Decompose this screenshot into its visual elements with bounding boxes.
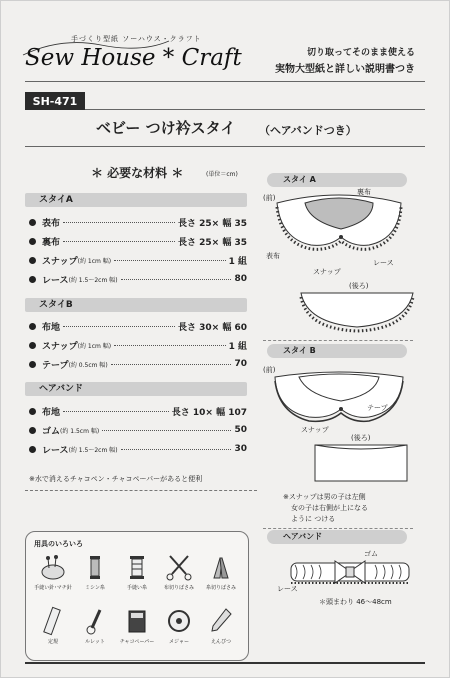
snips-icon <box>206 552 236 582</box>
group-label-bib-b: スタイB <box>25 298 247 312</box>
scissors-icon <box>164 552 194 582</box>
material-row <box>29 319 247 333</box>
measuring-tape-icon <box>164 606 194 636</box>
tool-label: ミシン糸 <box>85 585 105 591</box>
material-row <box>29 442 247 456</box>
header-tagline-bold: 実物大型紙と詳しい説明書つき <box>275 64 415 75</box>
bullet-icon <box>29 342 36 349</box>
tool-label: 定規 <box>47 639 58 645</box>
material-qty: 1 組 <box>228 341 247 352</box>
divider <box>25 662 425 664</box>
front-label: (前) <box>263 366 276 374</box>
bullet-icon <box>29 219 36 226</box>
bullet-icon <box>29 446 36 453</box>
material-name: 布地 <box>42 407 61 418</box>
material-note: (約 1cm 幅) <box>77 342 112 350</box>
bib-b-front-diagram <box>269 367 409 431</box>
diagram-label-bib-b: スタイ B <box>267 344 407 358</box>
divider <box>25 81 425 82</box>
bib-a-back-diagram <box>297 289 417 335</box>
material-qty: 長さ 25× 幅 35 <box>178 237 247 248</box>
product-title: ベビー つけ衿スタイ <box>96 119 236 137</box>
material-qty: 30 <box>234 444 247 454</box>
divider <box>85 109 425 110</box>
snap-label: スナップ <box>301 426 329 434</box>
tool-fabric-scissors <box>156 552 202 591</box>
ruler-icon <box>38 606 68 636</box>
tool-measuring-tape <box>156 606 202 645</box>
material-note: (約 1.5cm 幅) <box>60 427 100 435</box>
brand-logo: Sew House * Craft <box>25 45 242 71</box>
diagram-label-bib-a: スタイ A <box>267 173 407 187</box>
material-row <box>29 215 247 229</box>
material-name: 裏布 <box>42 237 61 248</box>
tool-label: ルレット <box>85 639 105 645</box>
material-row <box>29 253 247 267</box>
material-row <box>29 357 247 371</box>
material-qty: 80 <box>234 274 247 284</box>
material-name: ゴム <box>42 426 61 437</box>
materials-footnote: ※水で消えるチャコペン・チャコペーパーがあると便利 <box>29 475 203 483</box>
material-qty: 長さ 10× 幅 107 <box>171 407 247 418</box>
pincushion-icon <box>38 552 68 582</box>
bullet-icon <box>29 408 36 415</box>
material-row <box>29 423 247 437</box>
snap-label: スナップ <box>313 268 341 276</box>
tool-hand-thread <box>114 552 160 591</box>
material-name: スナップ <box>42 256 78 267</box>
material-note: (約 0.5cm 幅) <box>68 361 108 369</box>
material-row <box>29 338 247 352</box>
tool-label: 手縫い針･マチ針 <box>34 585 72 591</box>
tools-title: 用具のいろいろ <box>34 540 83 548</box>
tool-label: えんぴつ <box>210 639 231 645</box>
material-name: スナップ <box>42 341 78 352</box>
hairband-diagram <box>285 553 415 593</box>
tool-needle-pin <box>30 552 76 591</box>
tool-label: メジャー <box>169 639 189 645</box>
bullet-icon <box>29 361 36 368</box>
material-qty: 50 <box>234 425 247 435</box>
lace-label: レース <box>277 585 298 593</box>
material-row <box>29 404 247 418</box>
tape-label: テープ <box>367 404 388 412</box>
front-label: (前) <box>263 194 276 202</box>
material-row <box>29 272 247 286</box>
elastic-label: ゴム <box>364 550 378 558</box>
snap-note: ※スナップは男の子は左側 <box>283 493 366 501</box>
material-name: テープ <box>42 360 69 371</box>
tool-chalk-paper <box>114 606 160 645</box>
back-label: (後ろ) <box>351 434 371 442</box>
lace-label: レース <box>373 259 394 267</box>
materials-title: ＊ 必要な材料 ＊ <box>91 166 184 180</box>
chalk-paper-icon <box>122 606 152 636</box>
outer-fabric-label: 表布 <box>266 252 280 260</box>
group-label-hairband: ヘアバンド <box>25 382 247 396</box>
tracing-wheel-icon <box>80 606 110 636</box>
spool-icon <box>80 552 110 582</box>
bullet-icon <box>29 427 36 434</box>
divider <box>263 340 413 341</box>
snap-note: ように つける <box>291 515 336 523</box>
tool-ruler <box>30 606 76 645</box>
bullet-icon <box>29 238 36 245</box>
material-name: レース <box>42 445 69 456</box>
size-note: ＊頭まわり 46〜48cm <box>319 598 392 606</box>
product-code-badge: SH-471 <box>25 92 85 110</box>
bullet-icon <box>29 276 36 283</box>
pencil-icon <box>206 606 236 636</box>
material-note: (約 1cm 幅) <box>77 257 112 265</box>
material-note: (約 1.5〜2cm 幅) <box>68 446 118 454</box>
tool-tracing-wheel <box>72 606 118 645</box>
brand-subtitle: 手づくり型紙 ソーハウス・クラフト <box>71 35 202 43</box>
header-tagline: 切り取ってそのまま使える <box>306 48 415 58</box>
spool-icon <box>122 552 152 582</box>
product-subtitle: （ヘアバンドつき） <box>259 124 357 137</box>
tool-pencil <box>198 606 244 645</box>
material-qty: 長さ 25× 幅 35 <box>178 218 247 229</box>
tool-label: 手縫い糸 <box>126 585 147 591</box>
divider <box>25 490 257 491</box>
tool-thread-snips <box>198 552 244 591</box>
material-qty: 長さ 30× 幅 60 <box>178 322 247 333</box>
tool-label: 糸切りばさみ <box>205 585 236 591</box>
bib-b-back-diagram <box>311 441 411 485</box>
material-name: レース <box>42 275 69 286</box>
tool-machine-thread <box>72 552 118 591</box>
diagram-label-hairband: ヘアバンド <box>267 530 407 544</box>
material-qty: 70 <box>234 359 247 369</box>
group-label-bib-a: スタイA <box>25 193 247 207</box>
material-name: 布地 <box>42 322 61 333</box>
back-label: (後ろ) <box>349 282 369 290</box>
bullet-icon <box>29 323 36 330</box>
material-row <box>29 234 247 248</box>
divider <box>263 528 413 529</box>
tools-panel <box>25 531 249 661</box>
divider <box>25 146 425 147</box>
lining-label: 裏布 <box>357 188 371 196</box>
material-name: 表布 <box>42 218 61 229</box>
material-note: (約 1.5〜2cm 幅) <box>68 276 118 284</box>
materials-unit: (単位＝cm) <box>206 171 238 178</box>
tool-label: 布切りばさみ <box>163 585 194 591</box>
tool-label: チャコペーパー <box>119 639 155 645</box>
bullet-icon <box>29 257 36 264</box>
snap-note: 女の子は右側が上になる <box>291 504 368 512</box>
material-qty: 1 組 <box>228 256 247 267</box>
